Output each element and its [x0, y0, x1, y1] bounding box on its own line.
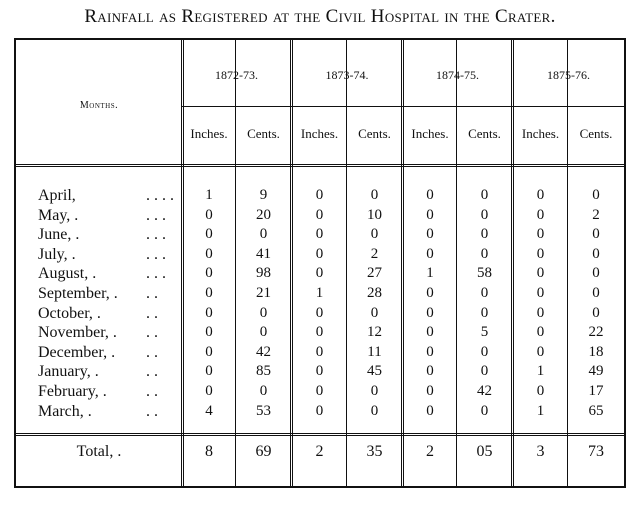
month-label: January, . — [38, 363, 99, 381]
inches-value: 0 — [205, 363, 213, 380]
header-bottom-rule — [16, 164, 624, 167]
leader-dots: . . — [146, 284, 158, 302]
inches-value: 0 — [315, 402, 324, 419]
cents-value: 42 — [477, 382, 492, 399]
cents-value: 11 — [367, 343, 382, 360]
leader-dots: . . — [146, 382, 158, 400]
month-label: May, . — [38, 206, 79, 224]
year-header: 1872-73. — [215, 68, 258, 82]
month-label: December, . — [38, 343, 116, 361]
cents-value: 0 — [259, 304, 268, 321]
cents-value: 49 — [588, 363, 604, 380]
leader-dots: . . — [146, 402, 158, 420]
inches-value: 0 — [426, 245, 434, 262]
cents-value: 0 — [259, 226, 268, 243]
inches-value: 0 — [315, 382, 324, 399]
inches-value: 0 — [426, 324, 434, 341]
year-header-rule — [182, 106, 624, 107]
cents-value: 21 — [256, 284, 271, 301]
cents-header: Cents. — [468, 126, 501, 141]
inches-value: 0 — [315, 245, 324, 262]
inches-value: 0 — [205, 245, 213, 262]
year-header: 1874-75. — [436, 68, 479, 82]
inches-value: 0 — [536, 382, 545, 399]
table-title: Rainfall as Registered at the Civil Hospital in the Crater. — [84, 6, 556, 27]
inches-value: 0 — [426, 226, 434, 243]
inches-value: 0 — [315, 343, 324, 360]
cents-value: 9 — [259, 187, 268, 203]
inches-value: 0 — [536, 187, 545, 203]
year-header: 1873-74. — [325, 68, 369, 82]
leader-dots: . . . — [146, 245, 166, 263]
cents-value: 41 — [256, 245, 271, 262]
leader-dots: . . . — [146, 265, 166, 283]
cents-header: Cents. — [358, 126, 391, 141]
cents-value: 0 — [370, 402, 379, 419]
inches-value: 0 — [536, 206, 545, 223]
total-value: 3 — [536, 443, 545, 460]
inches-value: 0 — [426, 284, 434, 301]
inches-value: 0 — [205, 382, 213, 399]
cents-value: 0 — [480, 245, 489, 262]
total-value: 35 — [366, 443, 383, 460]
month-label: March, . — [38, 402, 92, 420]
cents-value: 0 — [592, 265, 600, 282]
inches-value: 1 — [315, 284, 324, 301]
leader-dots: . . . — [146, 206, 166, 224]
inches-value: 0 — [205, 324, 213, 341]
inches-value: 0 — [426, 304, 434, 321]
cents-value: 2 — [370, 245, 379, 262]
table-row — [16, 206, 624, 226]
inches-header: Inches. — [190, 126, 228, 141]
cents-value: 10 — [367, 206, 382, 223]
month-label: November, . — [38, 324, 117, 342]
inches-value: 1 — [536, 363, 545, 380]
cents-value: 22 — [588, 324, 604, 341]
month-label: August, . — [38, 265, 97, 283]
cents-value: 2 — [592, 206, 600, 223]
month-label: July, . — [38, 245, 76, 263]
cents-value: 0 — [480, 343, 489, 360]
inches-value: 0 — [315, 187, 324, 203]
table-row — [16, 362, 624, 382]
inches-value: 0 — [315, 304, 324, 321]
month-label: June, . — [38, 226, 80, 244]
cents-value: 0 — [370, 304, 379, 321]
month-label: October, . — [38, 304, 101, 322]
inches-value: 0 — [205, 343, 213, 360]
inches-value: 0 — [426, 206, 434, 223]
total-value: 2 — [315, 443, 324, 460]
cents-value: 0 — [592, 187, 600, 203]
cents-value: 42 — [256, 343, 271, 360]
cents-value: 0 — [480, 226, 489, 243]
table-row — [16, 382, 624, 402]
inches-value: 0 — [315, 265, 324, 282]
total-value: 8 — [205, 443, 213, 460]
inches-value: 0 — [536, 284, 545, 301]
total-rule — [16, 433, 624, 436]
inches-value: 0 — [426, 402, 434, 419]
inches-value: 0 — [536, 324, 545, 341]
table-row — [16, 323, 624, 343]
total-value: 73 — [588, 443, 604, 460]
cents-value: 0 — [480, 187, 489, 203]
cents-value: 0 — [592, 284, 600, 301]
inches-value: 0 — [536, 265, 545, 282]
cents-value: 28 — [367, 284, 382, 301]
cents-value: 65 — [588, 402, 604, 419]
cents-value: 0 — [480, 284, 489, 301]
inches-value: 1 — [205, 187, 213, 203]
cents-value: 85 — [256, 363, 271, 380]
total-value: 05 — [476, 443, 493, 460]
inches-value: 0 — [315, 226, 324, 243]
table-row — [16, 264, 624, 284]
inches-value: 0 — [205, 284, 213, 301]
inches-value: 0 — [315, 363, 324, 380]
cents-value: 0 — [370, 226, 379, 243]
inches-value: 0 — [426, 363, 434, 380]
month-rows — [16, 186, 624, 421]
leader-dots: . . — [146, 304, 158, 322]
cents-value: 45 — [367, 363, 382, 380]
cents-value: 0 — [259, 324, 268, 341]
cents-value: 27 — [367, 265, 382, 282]
table-row — [16, 304, 624, 324]
inches-value: 0 — [315, 324, 324, 341]
cents-value: 12 — [367, 324, 382, 341]
leader-dots: . . . . — [146, 187, 174, 204]
cents-header: Cents. — [247, 126, 280, 141]
table-row — [16, 186, 624, 206]
table-row — [16, 402, 624, 422]
inches-value: 0 — [536, 245, 545, 262]
inches-value: 1 — [536, 402, 545, 419]
cents-value: 0 — [480, 402, 489, 419]
table-row — [16, 284, 624, 304]
table-row — [16, 343, 624, 363]
cents-value: 0 — [480, 363, 489, 380]
inches-value: 0 — [205, 226, 213, 243]
cents-value: 0 — [592, 226, 600, 243]
leader-dots: . . — [146, 343, 158, 361]
inches-header: Inches. — [300, 126, 339, 141]
cents-value: 58 — [477, 265, 492, 282]
inches-value: 0 — [205, 304, 213, 321]
cents-value: 0 — [370, 382, 379, 399]
cents-value: 5 — [480, 324, 489, 341]
table-row — [16, 245, 624, 265]
month-label: February, . — [38, 382, 107, 400]
leader-dots: . . . — [146, 226, 166, 244]
leader-dots: . . — [146, 324, 158, 342]
cents-value: 17 — [588, 382, 604, 399]
leader-dots: . . — [146, 363, 158, 381]
inches-value: 1 — [426, 265, 434, 282]
inches-header: Inches. — [521, 126, 560, 141]
total-label: Total, . — [76, 443, 122, 460]
total-value: 2 — [426, 443, 434, 460]
year-header: 1875-76. — [547, 68, 590, 82]
inches-value: 0 — [426, 187, 434, 203]
inches-value: 0 — [315, 206, 324, 223]
cents-value: 20 — [256, 206, 271, 223]
cents-value: 0 — [480, 304, 489, 321]
rainfall-table — [14, 38, 626, 488]
inches-value: 0 — [205, 206, 213, 223]
cents-value: 0 — [592, 304, 600, 321]
cents-value: 0 — [259, 382, 268, 399]
cents-value: 0 — [480, 206, 489, 223]
inches-value: 0 — [536, 304, 545, 321]
inches-value: 4 — [205, 402, 213, 419]
months-header: Months. — [79, 100, 119, 111]
inches-value: 0 — [426, 343, 434, 360]
inches-header: Inches. — [411, 126, 449, 141]
cents-value: 18 — [588, 343, 604, 360]
inches-value: 0 — [426, 382, 434, 399]
inches-value: 0 — [536, 226, 545, 243]
inches-value: 0 — [536, 343, 545, 360]
month-label: September, . — [38, 284, 118, 302]
cents-value: 98 — [256, 265, 271, 282]
inches-value: 0 — [205, 265, 213, 282]
cents-value: 53 — [256, 402, 271, 419]
cents-value: 0 — [592, 245, 600, 262]
month-label: April, — [38, 187, 76, 204]
total-value: 69 — [255, 443, 272, 460]
table-row — [16, 225, 624, 245]
cents-value: 0 — [370, 187, 379, 203]
cents-header: Cents. — [579, 126, 613, 141]
